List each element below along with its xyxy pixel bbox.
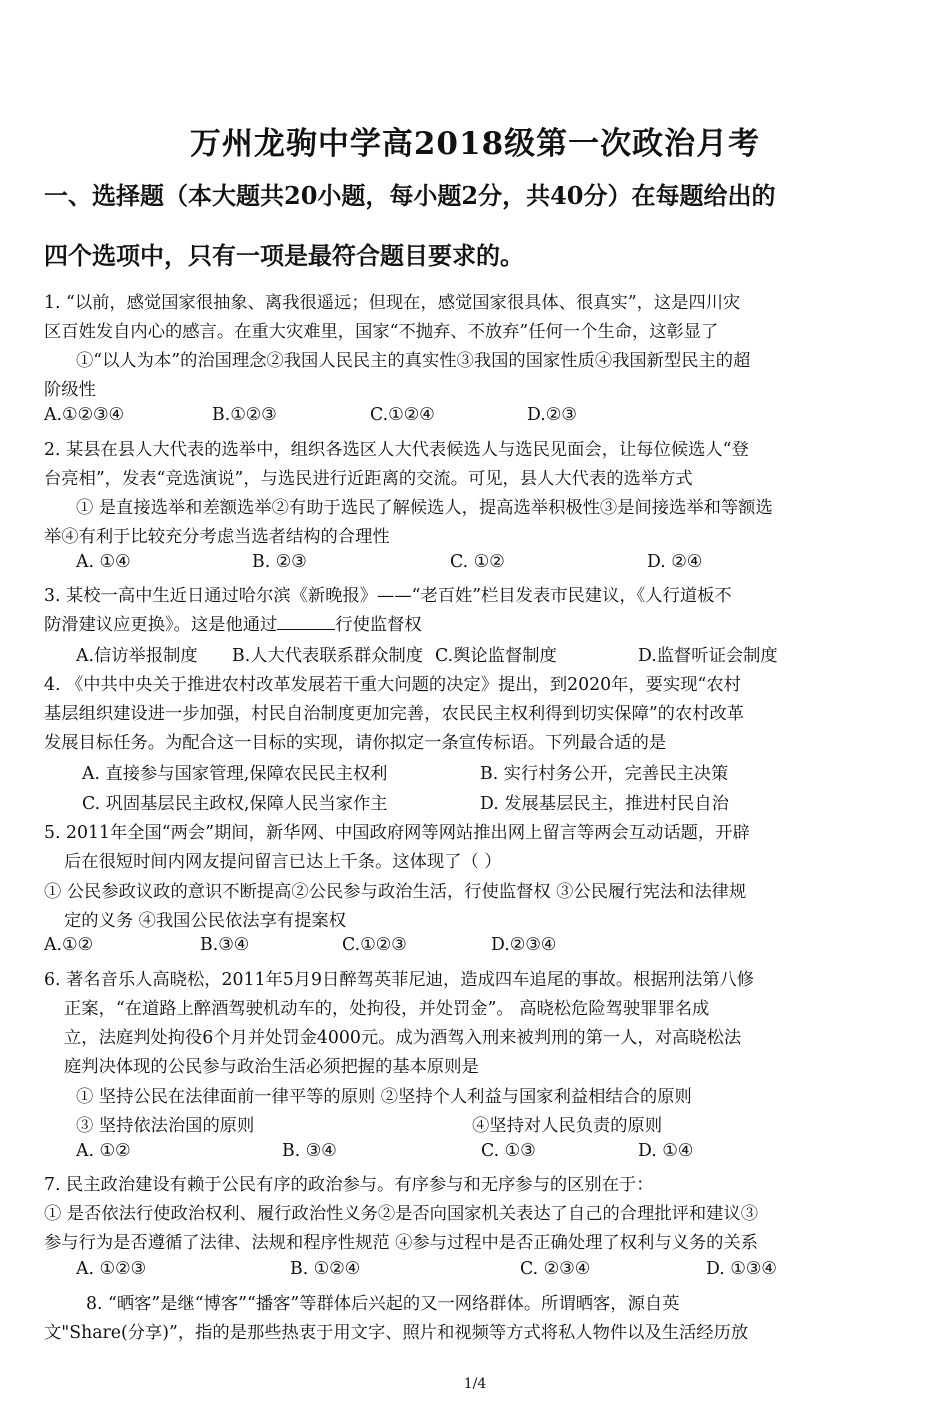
- q2-stem-line-1: 2. 某县在县人大代表的选举中，组织各选区人大代表候选人与选民见面会，让每位候选人“登: [44, 440, 749, 460]
- q2-option-b: B. ②③: [252, 552, 307, 572]
- q4-option-b: B. 实行村务公开，完善民主决策: [480, 764, 729, 784]
- q7-option-c: C. ②③④: [520, 1259, 591, 1279]
- q4-stem-line-3: 发展目标任务。为配合这一目标的实现，请你拟定一条宣传标语。下列最合适的是: [44, 733, 667, 753]
- q1-choices-line-1: ①“以人为本”的治国理念②我国人民民主的真实性③我国的国家性质④我国新型民主的超: [76, 351, 751, 371]
- q1-option-a: A.①②③④: [44, 405, 124, 425]
- q7-stem-line-1: 7. 民主政治建设有赖于公民有序的政治参与。有序参与和无序参与的区别在于：: [44, 1175, 654, 1195]
- q4-stem-line-1: 4. 《中共中央关于推进农村改革发展若干重大问题的决定》提出，到2020年，要实现“农村: [44, 675, 741, 695]
- q4-option-a: A. 直接参与国家管理,保障农民民主权利: [82, 764, 388, 784]
- q2-option-d: D. ②④: [647, 552, 703, 572]
- page-title: 万州龙驹中学高2018级第一次政治月考: [189, 126, 761, 162]
- q1-stem-line-1: 1. “以前，感觉国家很抽象、离我很遥远；但现在，感觉国家很具体、很真实”，这是四川灾: [44, 293, 741, 313]
- q1-option-d: D.②③: [527, 405, 577, 425]
- q4-option-d: D. 发展基层民主，推进村民自治: [480, 794, 729, 814]
- section-heading-line-1: 一、选择题（本大题共20小题，每小题2分，共40分）在每题给出的: [44, 181, 776, 210]
- q7-option-d: D. ①③④: [706, 1259, 777, 1279]
- page-number: 1/4: [463, 1376, 487, 1392]
- q6-choice-4: ④坚持对人民负责的原则: [472, 1116, 663, 1136]
- q6-choice-3: ③ 坚持依法治国的原则: [76, 1116, 255, 1136]
- q3-option-c: C.舆论监督制度: [435, 646, 557, 666]
- q3-option-a: A.信访举报制度: [76, 646, 198, 666]
- q3-option-b: B.人大代表联系群众制度: [232, 646, 424, 666]
- q6-option-d: D. ①④: [638, 1141, 694, 1161]
- q6-stem-line-3: 立，法庭判处拘役6个月并处罚金4000元。成为酒驾入刑来被判刑的第一人，对高晓松法: [64, 1028, 742, 1048]
- q8-stem-line-1: 8. “晒客”是继“博客”“播客”等群体后兴起的又一网络群体。所谓晒客，源自英: [86, 1294, 680, 1314]
- q6-choices-line-1: ① 坚持公民在法律面前一律平等的原则 ②坚持个人利益与国家利益相结合的原则: [76, 1087, 692, 1107]
- q2-choices-line-1: ① 是直接选举和差额选举②有助于选民了解候选人，提高选举积极性③是间接选举和等额选: [76, 498, 773, 518]
- q1-option-b: B.①②③: [212, 405, 277, 425]
- q6-stem-line-4: 庭判决体现的公民参与政治生活必须把握的基本原则是: [64, 1057, 479, 1077]
- q5-stem-line-1: 5. 2011年全国“两会”期间，新华网、中国政府网等网站推出网上留言等两会互动话题，开辟: [44, 823, 750, 843]
- q5-option-b: B.③④: [200, 935, 250, 955]
- q4-stem-line-2: 基层组织建设进一步加强，村民自治制度更加完善，农民民主权利得到切实保障”的农村改革: [44, 704, 745, 724]
- q3-stem-line-2: [44, 610, 422, 635]
- q1-choices-line-2: 阶级性: [44, 380, 96, 400]
- q2-choices-line-2: 举④有利于比较充分考虑当选者结构的合理性: [44, 527, 390, 547]
- q5-option-d: D.②③④: [491, 935, 557, 955]
- q4-option-c: C. 巩固基层民主政权,保障人民当家作主: [82, 794, 388, 814]
- q6-stem-line-2: 正案，“在道路上醉酒驾驶机动车的，处拘役，并处罚金”。 高晓松危险驾驶罪罪名成: [64, 999, 710, 1019]
- q6-stem-line-1: 6. 著名音乐人高晓松，2011年5月9日醉驾英菲尼迪，造成四车追尾的事故。根据刑法第八修: [44, 970, 755, 990]
- q7-option-b: B. ①②④: [290, 1259, 361, 1279]
- q1-stem-line-2: 区百姓发自内心的感言。在重大灾难里，国家“不抛弃、不放弃”任何一个生命，这彰显了: [44, 322, 719, 342]
- q2-option-a: A. ①④: [76, 552, 131, 572]
- section-heading-line-2: 四个选项中，只有一项是最符合题目要求的。: [44, 241, 524, 270]
- q3-option-d: D.监督听证会制度: [638, 646, 778, 666]
- q5-stem-line-2: 后在很短时间内网友提问留言已达上千条。这体现了（ ）: [64, 852, 502, 872]
- q3-stem-text-after-blank: 行使监督权: [335, 615, 422, 635]
- q1-option-c: C.①②④: [370, 405, 435, 425]
- q5-option-a: A.①②: [44, 935, 93, 955]
- q5-choices-line-1: ① 公民参政议政的意识不断提高②公民参与政治生活，行使监督权 ③公民履行宪法和法律规: [44, 882, 747, 902]
- q3-stem-text-before-blank: 防滑建议应更换》。这是他通过: [44, 615, 278, 635]
- q3-answer-blank: [277, 614, 335, 630]
- q5-choices-line-2: 定的义务 ④我国公民依法享有提案权: [64, 911, 346, 931]
- q6-option-c: C. ①③: [481, 1141, 536, 1161]
- q6-option-a: A. ①②: [76, 1141, 131, 1161]
- q2-stem-line-2: 台亮相”，发表“竞选演说”，与选民进行近距离的交流。可见，县人大代表的选举方式: [44, 469, 693, 489]
- q3-stem-line-1: 3. 某校一高中生近日通过哈尔滨《新晚报》——“老百姓”栏目发表市民建议，《人行道板不: [44, 586, 732, 606]
- q5-option-c: C.①②③: [342, 935, 407, 955]
- q6-option-b: B. ③④: [282, 1141, 337, 1161]
- q8-stem-line-2: 文"Share(分享)”，指的是那些热衷于用文字、照片和视频等方式将私人物件以及生活经历放: [44, 1323, 749, 1343]
- q7-option-a: A. ①②③: [76, 1259, 146, 1279]
- q2-option-c: C. ①②: [450, 552, 505, 572]
- q7-choices-line-2: 参与行为是否遵循了法律、法规和程序性规范 ④参与过程中是否正确处理了权利与义务的关系: [44, 1233, 759, 1253]
- q7-choices-line-1: ① 是否依法行使政治权利、履行政治性义务②是否向国家机关表达了自己的合理批评和建议③: [44, 1204, 759, 1224]
